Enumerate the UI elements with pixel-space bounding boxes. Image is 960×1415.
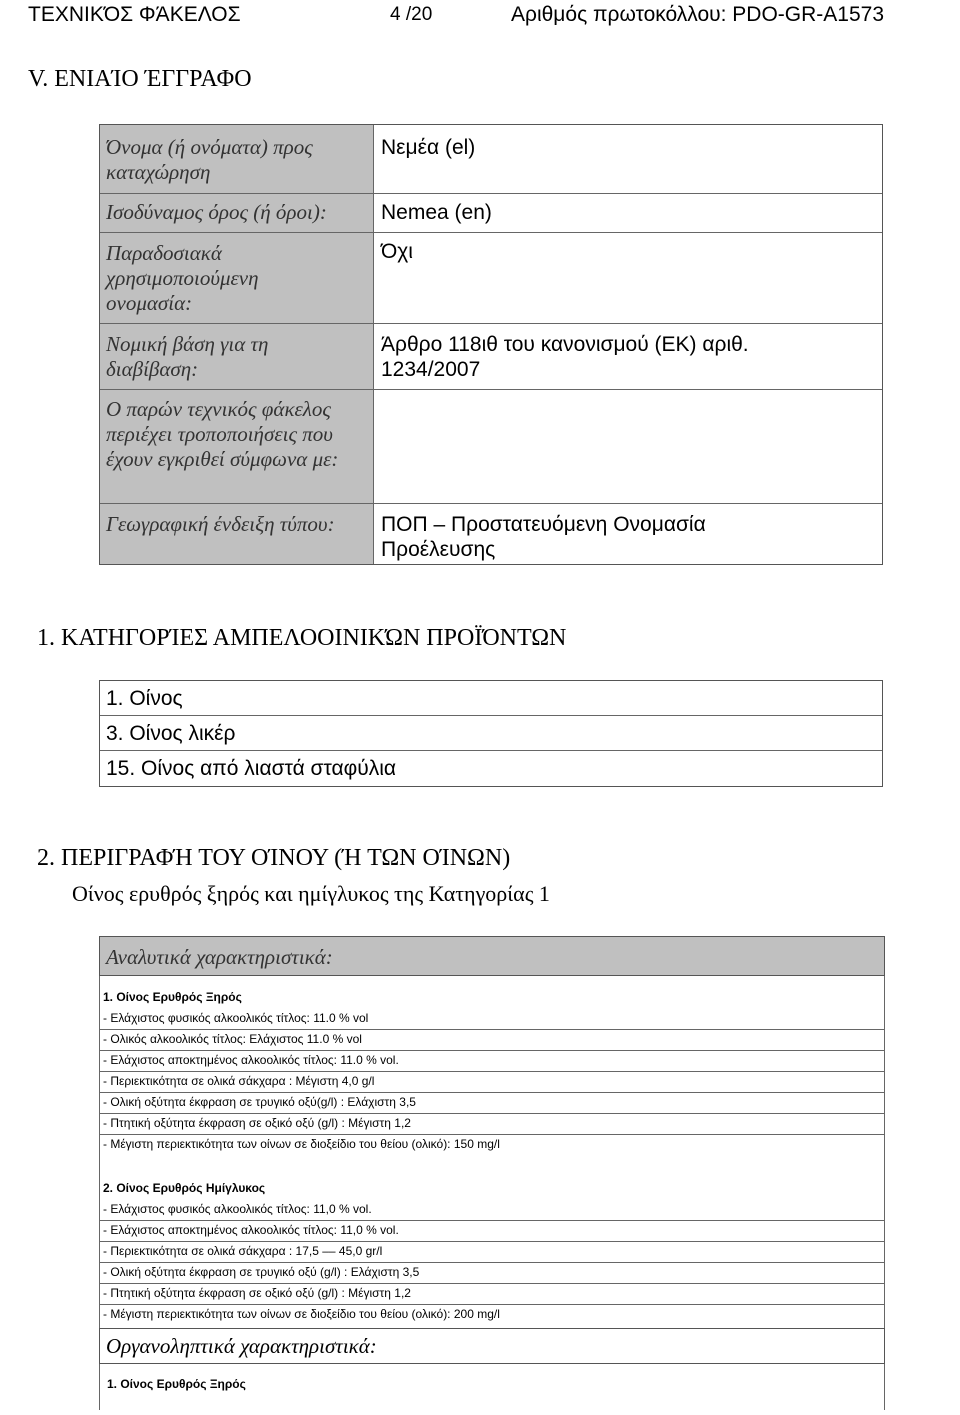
organoleptic-heading-bar [99, 1328, 885, 1364]
category-row [100, 681, 882, 716]
wine1-line: - Ολικός αλκοολικός τίτλος: Ελάχιστος 11.0 % vol [103, 1032, 362, 1046]
wine1-line: - Ελάχιστος φυσικός αλκοολικός τίτλος: 11.0 % vol [103, 1011, 369, 1025]
wine2-line: - Ολική οξύτητα έκφραση σε τρυγικό οξύ (g/l) : Ελάχιστη 3,5 [103, 1265, 420, 1279]
wine2-line: - Ελάχιστος φυσικός αλκοολικός τίτλος: 11,0 % vol. [103, 1202, 372, 1216]
text-rule [99, 1134, 885, 1135]
text-rule [99, 1220, 885, 1221]
row-divider [100, 503, 882, 504]
text-rule [99, 1262, 885, 1263]
protocol-number: Αριθμός πρωτοκόλλου: PDO-GR-A1573 [511, 3, 884, 26]
wine1-line: - Μέγιστη περιεκτικότητα των οίνων σε διοξείδιο του θείου (ολικό): 150 mg/l [103, 1137, 500, 1151]
section-2-title: 2. ΠΕΡΙΓΡΑΦΉ ΤΟΥ ΟΊΝΟΥ (Ή ΤΩΝ ΟΊΝΩΝ) [37, 845, 511, 871]
wine1-line: - Ολική οξύτητα έκφραση σε τρυγικό οξύ(g/l) : Ελάχιστη 3,5 [103, 1095, 416, 1109]
legal-basis-label: Νομική βάση για τη διαβίβαση: [106, 332, 269, 381]
geographical-indication-value: ΠΟΠ – Προστατευόμενη Ονομασία Προέλευσης [381, 513, 706, 561]
section-1-title: 1. ΚΑΤΗΓΟΡΊΕΣ ΑΜΠΕΛΟΟΙΝΙΚΏΝ ΠΡΟΪΌΝΤΩΝ [37, 625, 567, 651]
text-rule [99, 1050, 885, 1051]
analytical-box [99, 936, 885, 1410]
traditional-name-label: Παραδοσιακά χρησιμοποιούμενη ονομασία: [106, 241, 259, 315]
organoleptic-heading: Οργανοληπτικά χαρακτηριστικά: [106, 1334, 377, 1358]
category-table [99, 680, 883, 787]
category-item: 3. Οίνος λικέρ [106, 722, 236, 745]
wine1-line: - Πτητική οξύτητα έκφραση σε οξικό οξύ (g/l) : Μέγιστη 1,2 [103, 1116, 411, 1130]
page-number: 4 /20 [390, 4, 433, 25]
wine2-line: - Περιεκτικότητα σε ολικά σάκχαρα : 17,5 –– 45,0 gr/l [103, 1244, 383, 1258]
category-item: 15. Οίνος από λιαστά σταφύλια [106, 757, 397, 780]
row-divider [100, 389, 882, 390]
section-v-title: V. ΕΝΙΑΊΟ ΈΓΓΡΑΦΟ [28, 66, 252, 92]
text-rule [99, 1029, 885, 1030]
registration-name-value: Νεμέα (el) [381, 136, 476, 159]
wine1-line: - Ελάχιστος αποκτημένος αλκοολικός τίτλος: 11.0 % vol. [103, 1053, 399, 1067]
amendments-label: Ο παρών τεχνικός φάκελος περιέχει τροποποιήσεις που έχουν εγκριθεί σύμφωνα με: [106, 397, 339, 471]
row-divider [100, 232, 882, 233]
category-row [100, 716, 882, 751]
row-divider [100, 323, 882, 324]
category-row [100, 751, 882, 786]
category-item: 1. Οίνος [106, 687, 183, 710]
text-rule [99, 1071, 885, 1072]
text-rule [99, 1283, 885, 1284]
wine1-line: - Περιεκτικότητα σε ολικά σάκχαρα : Μέγιστη 4,0 g/l [103, 1074, 375, 1088]
wine2-line: - Μέγιστη περιεκτικότητα των οίνων σε διοξείδιο του θείου (ολικό): 200 mg/l [103, 1307, 500, 1321]
wine-subtitle: Οίνος ερυθρός ξηρός και ημίγλυκος της Κατηγορίας 1 [72, 881, 550, 906]
traditional-name-value: Όχι [381, 240, 413, 263]
column-divider [373, 125, 374, 564]
geographical-indication-label: Γεωγραφική ένδειξη τύπου: [106, 512, 335, 536]
wine1-title: 1. Οίνος Ερυθρός Ξηρός [103, 990, 242, 1004]
analytical-heading-bar [99, 936, 885, 976]
wine2-title: 2. Οίνος Ερυθρός Ημίγλυκος [103, 1181, 266, 1195]
identification-table [99, 124, 883, 565]
equivalent-term-label: Ισοδύναμος όρος (ή όροι): [106, 200, 327, 224]
analytical-heading: Αναλυτικά χαρακτηριστικά: [106, 945, 333, 969]
text-rule [99, 1113, 885, 1114]
text-rule [99, 1092, 885, 1093]
wine2-line: - Ελάχιστος αποκτημένος αλκοολικός τίτλος: 11,0 % vol. [103, 1223, 399, 1237]
document-title: ΤΕΧΝΙΚΌΣ ΦΆΚΕΛΟΣ [28, 3, 241, 26]
registration-name-label: Όνομα (ή ονόματα) προς καταχώρηση [106, 135, 313, 184]
wine1-title-organoleptic: 1. Οίνος Ερυθρός Ξηρός [107, 1377, 246, 1391]
equivalent-term-value: Nemea (en) [381, 201, 492, 224]
row-divider [100, 193, 882, 194]
wine2-line: - Πτητική οξύτητα έκφραση σε οξικό οξύ (g/l) : Μέγιστη 1,2 [103, 1286, 411, 1300]
text-rule [99, 1304, 885, 1305]
text-rule [99, 1241, 885, 1242]
legal-basis-value: Άρθρο 118ιθ του κανονισμού (ΕΚ) αριθ. 1234/2007 [381, 333, 749, 381]
